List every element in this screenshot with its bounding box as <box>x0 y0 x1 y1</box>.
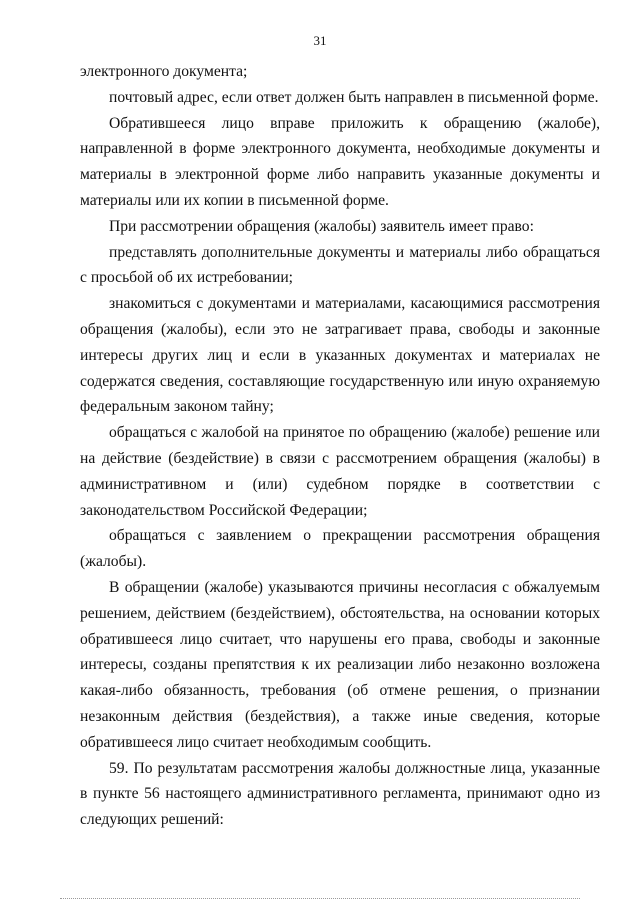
paragraph-attachments: Обратившееся лицо вправе приложить к обращению (жалобе), направленной в форме электронного документа, необходимые документы и материалы в электронной форме либо направить указанные документы и материалы или их копии в письменной форме. <box>80 114 600 209</box>
paragraph-rights-intro: При рассмотрении обращения (жалобы) заявитель имеет право: <box>109 217 534 235</box>
bottom-scan-edge <box>60 898 580 899</box>
paragraph-complaint-contents: В обращении (жалобе) указываются причины несогласия с обжалуемым решением, действием (бездействием), обстоятельства, на основании которых обратившееся лицо считает, что нарушены его права, свободы и законные интересы, созданы препятствия к их реализации либо незаконно возложена какая-либо обязанность, требования (об отмене решения, о признании незаконным действия (бездействия), а также иные сведения, которые обратившееся лицо считает необходимым сообщить. <box>80 578 600 751</box>
paragraph-right-appeal: обращаться с жалобой на принятое по обращению (жалобе) решение или на действие (бездействие) в связи с рассмотрением обращения (жалобы) в административном и (или) судебном порядке в соответствии с законодательством Российской Федерации; <box>80 424 600 519</box>
paragraph-continuation: электронного документа; <box>80 63 248 80</box>
paragraph-postal-address: почтовый адрес, если ответ должен быть направлен в письменной форме. <box>109 88 599 106</box>
page-number: 31 <box>313 33 327 48</box>
paragraph-right-withdraw: обращаться с заявлением о прекращении рассмотрения обращения (жалобы). <box>80 527 600 571</box>
page-body <box>80 59 600 833</box>
paragraph-item-59: 59. По результатам рассмотрения жалобы должностные лица, указанные в пункте 56 настоящего административного регламента, принимают одно из следующих решений: <box>80 759 600 829</box>
paragraph-right-review-materials: знакомиться с документами и материалами, касающимися рассмотрения обращения (жалобы), если это не затрагивает права, свободы и законные интересы других лиц и если в указанных документах и материалах не содержатся сведения, составляющие государственную или иную охраняемую федеральным законом тайну; <box>80 295 600 416</box>
paragraph-right-submit-documents: представлять дополнительные документы и материалы либо обращаться с просьбой об их истребовании; <box>80 243 600 287</box>
